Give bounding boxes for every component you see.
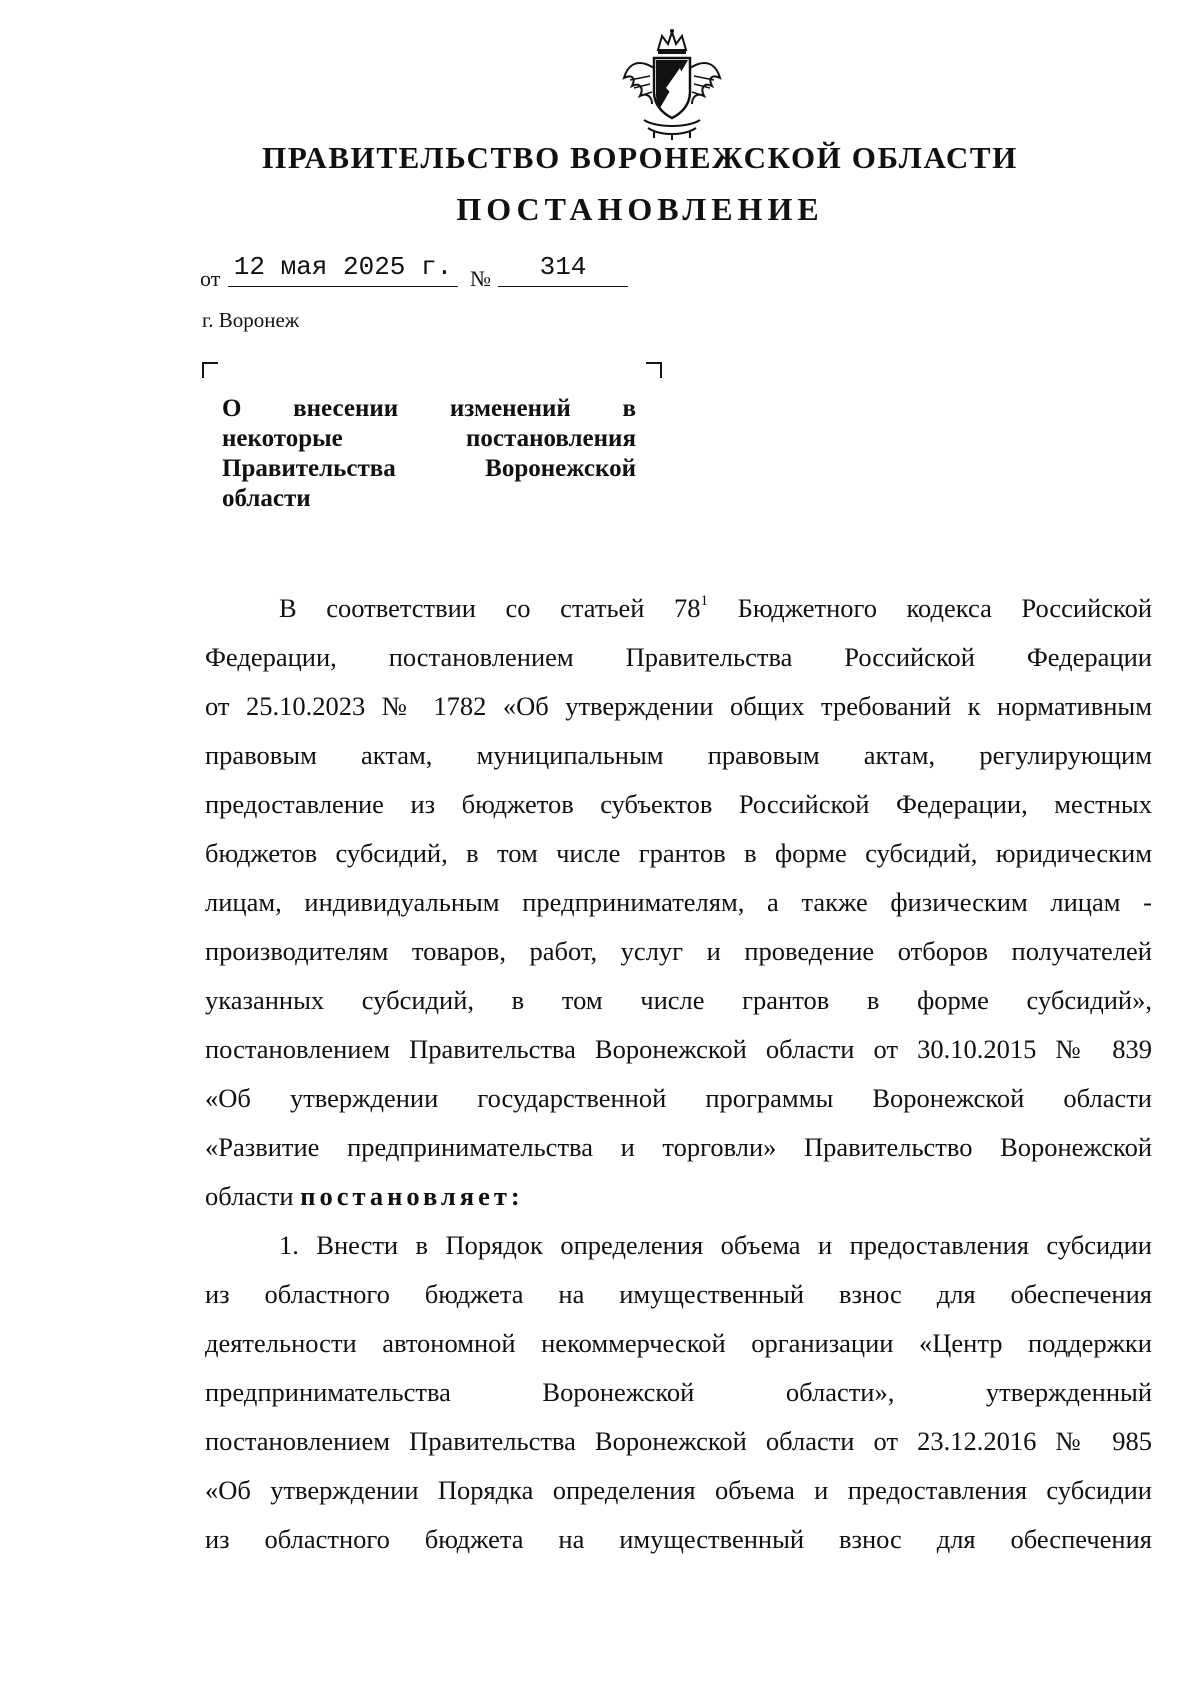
body-line: производителям товаров, работ, услуг и проведение отборов получателей — [205, 936, 1152, 966]
document-body — [205, 584, 1152, 1564]
subject-corner-right — [646, 362, 662, 378]
body-text: Бюджетного кодекса Российской — [708, 593, 1153, 623]
subject-line: Правительства Воронежской — [222, 455, 636, 482]
body-line — [205, 584, 1152, 633]
document-subject — [222, 394, 636, 514]
body-line: указанных субсидий, в том числе грантов в форме субсидий», — [205, 985, 1152, 1015]
body-text: В соответствии со статьей 78 — [279, 593, 701, 623]
body-line — [205, 1172, 1152, 1221]
body-line: Федерации, постановлением Правительства Российской Федерации — [205, 642, 1152, 672]
date-prefix: от — [200, 266, 221, 291]
body-line: правовым актам, муниципальным правовым актам, регулирующим — [205, 740, 1152, 770]
body-line: деятельности автономной некоммерческой организации «Центр поддержки — [205, 1328, 1152, 1358]
document-date: 12 мая 2025 г. — [228, 252, 458, 287]
subject-line: О внесении изменений в — [222, 395, 636, 422]
body-text: области — [205, 1181, 301, 1211]
body-line: из областного бюджета на имущественный взнос для обеспечения — [205, 1524, 1152, 1554]
body-line: из областного бюджета на имущественный взнос для обеспечения — [205, 1279, 1152, 1309]
organization-title: ПРАВИТЕЛЬСТВО ВОРОНЕЖСКОЙ ОБЛАСТИ — [262, 140, 1018, 175]
subject-line: области — [222, 485, 311, 512]
body-line: «Об утверждении Порядка определения объема и предоставления субсидии — [205, 1475, 1152, 1505]
body-line: постановлением Правительства Воронежской области от 23.12.2016 № 985 — [205, 1426, 1152, 1456]
document-number: 314 — [498, 252, 628, 287]
city-label: г. Воронеж — [202, 308, 300, 332]
body-line: «Развитие предпринимательства и торговли» Правительство Воронежской — [205, 1132, 1152, 1162]
coat-of-arms-icon — [620, 28, 724, 140]
number-prefix: № — [470, 266, 491, 291]
body-line: от 25.10.2023 № 1782 «Об утверждении общих требований к нормативным — [205, 691, 1152, 721]
body-line: «Об утверждении государственной программы Воронежской области — [205, 1083, 1152, 1113]
body-line: 1. Внести в Порядок определения объема и предоставления субсидии — [279, 1230, 1152, 1260]
subject-corner-left — [202, 362, 218, 378]
resolution-word: постановляет: — [300, 1181, 524, 1211]
body-line: предпринимательства Воронежской области», утвержденный — [205, 1377, 1152, 1407]
subject-line: некоторые постановления — [222, 425, 636, 452]
body-line: бюджетов субсидий, в том числе грантов в форме субсидий, юридическим — [205, 838, 1152, 868]
body-line: предоставление из бюджетов субъектов Российской Федерации, местных — [205, 789, 1152, 819]
body-line: постановлением Правительства Воронежской области от 30.10.2015 № 839 — [205, 1034, 1152, 1064]
document-type: ПОСТАНОВЛЕНИЕ — [456, 191, 824, 227]
superscript: 1 — [700, 593, 709, 609]
body-line: лицам, индивидуальным предпринимателям, а также физическим лицам - — [205, 887, 1152, 917]
